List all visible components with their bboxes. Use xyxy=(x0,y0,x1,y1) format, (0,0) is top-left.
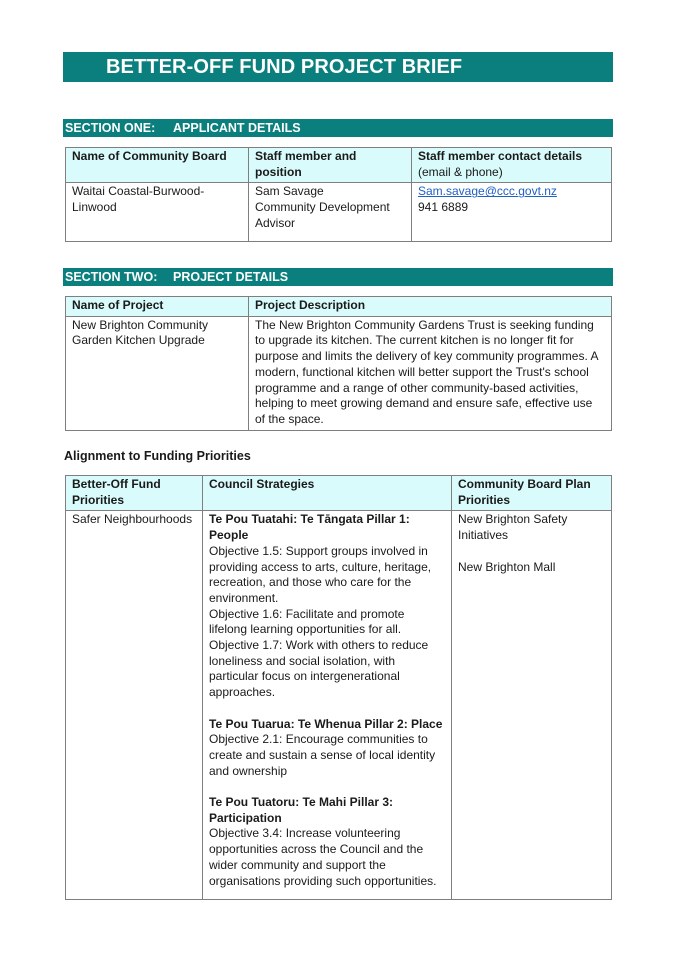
header-fund-priorities xyxy=(66,476,203,511)
board-name-line2: Linwood xyxy=(72,200,117,215)
objective-1-7: Objective 1.7: Work with others to reduce loneliness and social isolation, with particular focus on intergenerational approaches. xyxy=(209,638,429,700)
section-two-header xyxy=(63,268,613,286)
project-name-line1: New Brighton Community xyxy=(72,317,209,332)
header-staff-member: Staff member and position xyxy=(249,148,412,183)
header-fund-priorities-line2: Priorities xyxy=(72,492,125,507)
header-fund-priorities-line1: Better-Off Fund xyxy=(72,477,161,491)
staff-position-line2: Advisor xyxy=(255,215,296,230)
cell-community-board xyxy=(66,183,249,242)
header-contact-sub: (email & phone) xyxy=(418,164,503,179)
alignment-heading: Alignment to Funding Priorities xyxy=(64,449,251,463)
cell-staff-member xyxy=(249,183,412,242)
board-plan-item-1-line1: New Brighton Safety xyxy=(458,512,568,527)
header-project-description: Project Description xyxy=(249,297,612,317)
cell-project-name xyxy=(66,316,249,430)
staff-name: Sam Savage xyxy=(255,184,324,199)
header-contact-details xyxy=(412,148,612,183)
board-plan-item-2: New Brighton Mall xyxy=(458,559,556,574)
objective-3-4: Objective 3.4: Increase volunteering opportunities across the Council and the wider community and support the organisations providing such opportunities. xyxy=(209,826,437,888)
section-one-number: SECTION ONE: xyxy=(65,121,156,135)
header-community-board: Name of Community Board xyxy=(66,148,249,183)
board-plan-item-1-line2: Initiatives xyxy=(458,528,509,543)
header-board-plan-line1: Community Board Plan xyxy=(458,477,591,491)
section-two-number: SECTION TWO: xyxy=(65,270,158,284)
header-contact-label: Staff member contact details xyxy=(418,149,583,163)
cell-council-strategies xyxy=(203,511,452,900)
pillar-3-title: Te Pou Tuatoru: Te Mahi Pillar 3: Participation xyxy=(209,795,394,825)
header-project-name: Name of Project xyxy=(66,297,249,317)
objective-2-1: Objective 2.1: Encourage communities to create and sustain a sense of local identity and ownership xyxy=(209,732,436,778)
section-one-title: APPLICANT DETAILS xyxy=(173,121,301,135)
project-details-table xyxy=(65,296,612,431)
cell-contact-details xyxy=(412,183,612,242)
document-title: BETTER-OFF FUND PROJECT BRIEF xyxy=(63,52,613,82)
project-name-line2: Garden Kitchen Upgrade xyxy=(72,333,205,348)
objective-1-5: Objective 1.5: Support groups involved in providing access to arts, culture, heritage, recreation, and those who care for the environment. xyxy=(209,543,432,605)
header-board-plan-priorities xyxy=(452,476,612,511)
section-two-title: PROJECT DETAILS xyxy=(173,270,289,284)
pillar-1-title: Te Pou Tuatahi: Te Tāngata Pillar 1: People xyxy=(209,512,410,543)
objective-1-6: Objective 1.6: Facilitate and promote lifelong learning opportunities for all. xyxy=(209,606,405,637)
header-board-plan-line2: Priorities xyxy=(458,492,511,507)
applicant-details-table xyxy=(65,147,612,242)
staff-position-line1: Community Development xyxy=(255,200,390,215)
section-one-header xyxy=(63,119,613,137)
header-council-strategies: Council Strategies xyxy=(203,476,452,511)
cell-project-description: The New Brighton Community Gardens Trust is seeking funding to upgrade its kitchen. The current kitchen is no longer fit for purpose and limits the delivery of key community programmes. A modern, functional kitchen will better support the Trust's school programme and a range of other community-based activities, helping to meet growing demand and ensure safe, effective use of the space. xyxy=(249,316,612,430)
email-link[interactable]: Sam.savage@ccc.govt.nz xyxy=(418,184,557,199)
cell-board-plan-priorities xyxy=(452,511,612,900)
cell-fund-priority: Safer Neighbourhoods xyxy=(66,511,203,900)
phone-number: 941 6889 xyxy=(418,200,469,215)
pillar-2-title: Te Pou Tuarua: Te Whenua Pillar 2: Place xyxy=(209,716,443,731)
funding-priorities-table xyxy=(65,475,612,900)
board-name-line1: Waitai Coastal-Burwood- xyxy=(72,184,205,199)
